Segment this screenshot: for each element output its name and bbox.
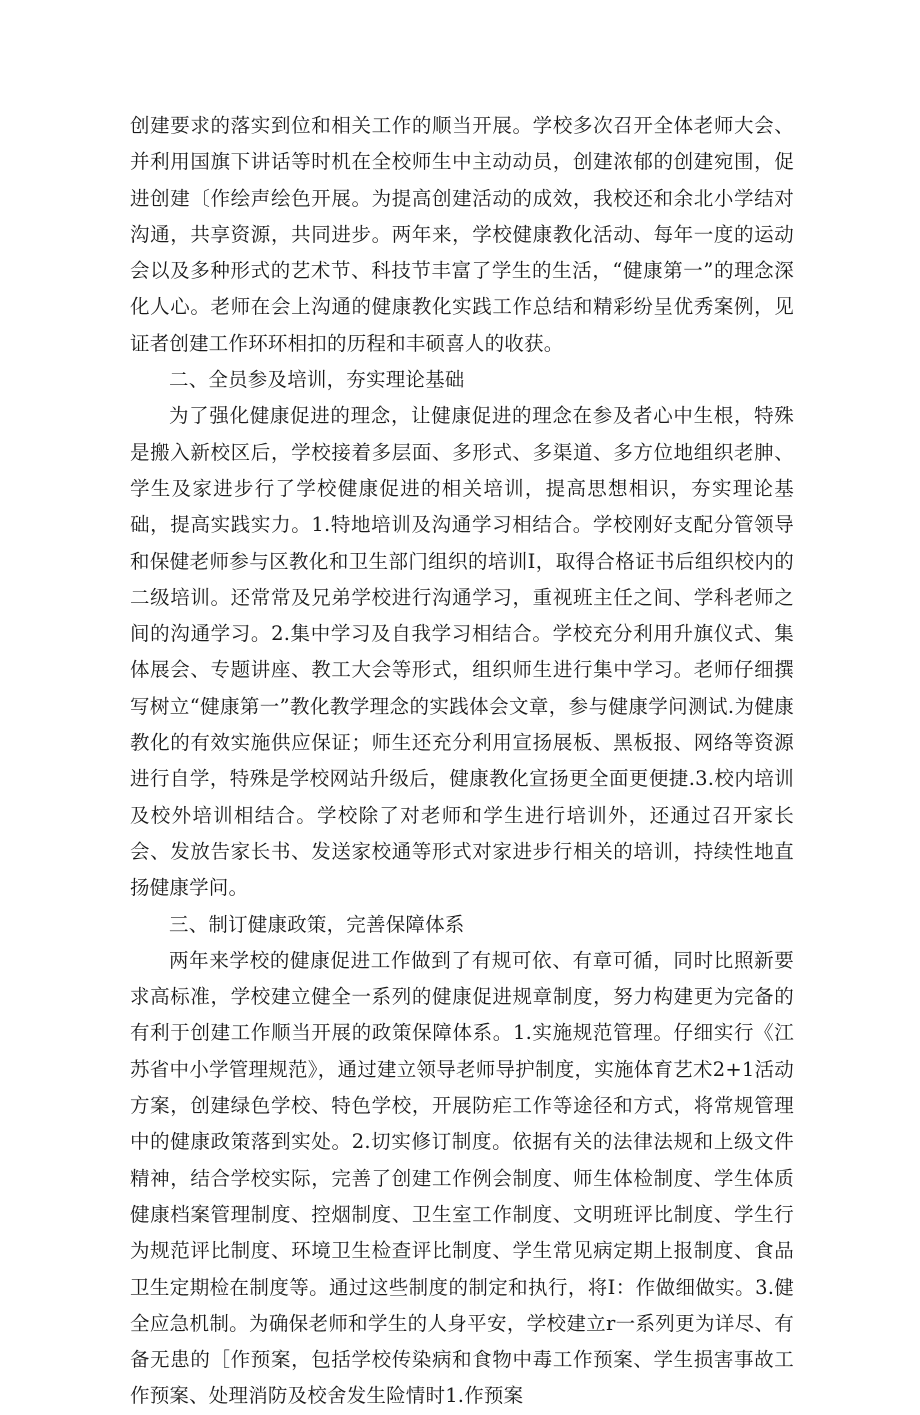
section-heading-2: 二、全员参及培训，夯实理论基础 [169,368,465,392]
paragraph-policy: 两年来学校的健康促进工作做到了有规可依、有章可循，同时比照新要求高标准，学校建立健全一系列的健康促进规章制度，努力构建更为完备的有利于创建工作顺当开展的政策保障体系。1.实施规范管理。仔细实行《江苏省中小学管理规范》，通过建立领导老师导护制度，实施体育艺术2+1活动方案，创建绿色学校、特色学校，开展防疟工作等途径和方式，将常规管理中的健康政策落到实处。2.切实修订制度。依据有关的法律法规和上级文件精神，结合学校实际，完善了创建工作例会制度、师生体检制度、学生体质健康档案管理制度、控烟制度、卫生室工作制度、文明班评比制度、学生行为规范评比制度、环境卫生检查评比制度、学生常见病定期上报制度、食品卫生定期检在制度等。通过这些制度的制定和执行，将I：作做细做实。3.健全应急机制。为确保老师和学生的人身平安，学校建立r一系列更为详尽、有备无患的［作预案，包括学校传染病和食物中毒工作预案、学生损害事故工作预案、处理消防及校舍发生险情时1.作预案 [130,948,794,1408]
paragraph-continuation: 创建要求的落实到位和相关工作的顺当开展。学校多次召开全体老师大会、并利用国旗下讲话等时机在全校师生中主动动员，创建浓郁的创建宛围，促进创建〔作绘声绘色开展。为提高创建活动的成效，我校还和余北小学结对沟通，共享资源，共同进步。两年来，学校健康教化活动、每年一度的运动会以及多种形式的艺术节、科技节丰富了学生的生活，“健康第一”的理念深化人心。老师在会上沟通的健康教化实践工作总结和精彩纷呈优秀案例，见证者创建工作环环相扣的历程和丰硕喜人的收获。 [130,114,794,355]
paragraph-training: 为了强化健康促进的理念，让健康促进的理念在参及者心中生根，特殊是搬入新校区后，学校接着多层面、多形式、多渠道、多方位地组织老胂、学生及家进步行了学校健康促进的相关培训，提高思想相识，夯实理论基础，提高实践实力。1.特地培训及沟通学习相结合。学校刚好支配分管领导和保健老师参与区教化和卫生部门组织的培训I，取得合格证书后组织校内的二级培训。还常常及兄弟学校进行沟通学习，重视班主任之间、学科老师之间的沟通学习。2.集中学习及自我学习相结合。学校充分利用升旗仪式、集体展会、专题讲座、教工大会等形式，组织师生进行集中学习。老师仔细撰写树立“健康第一”教化教学理念的实践体会文章，参与健康学问测试.为健康教化的有效实施供应保证；师生还充分利用宣扬展板、黑板报、网络等资源进行自学，特殊是学校网站升级后，健康教化宣扬更全面更便捷.3.校内培训及校外培训相结合。学校除了对老师和学生进行培训外，还通过召开家长会、发放告家长书、发送家校通等形式对家进步行相关的培训，持续性地直扬健康学问。 [130,404,794,900]
document-body [130,108,794,1415]
section-heading-3: 三、制订健康政策，完善保障体系 [169,912,465,936]
